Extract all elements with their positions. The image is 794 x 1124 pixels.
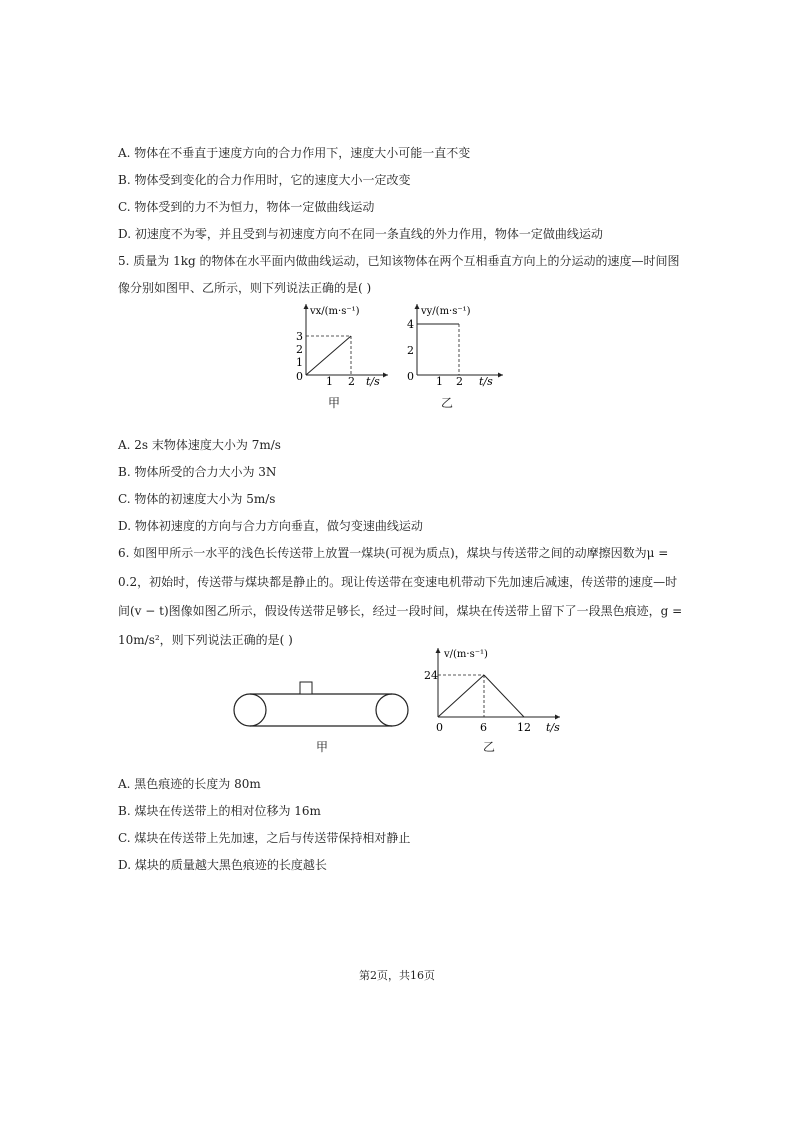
q6-option-c: C. 煤块在传送带上先加速，之后与传送带保持相对静止 bbox=[118, 831, 411, 845]
q5-yi-caption: 乙 bbox=[441, 396, 454, 410]
q5-figure-yi bbox=[397, 300, 509, 390]
prev-option-a: A. 物体在不垂直于速度方向的合力作用下，速度大小可能一直不变 bbox=[118, 146, 471, 160]
q5-yi-xlabel: t/s bbox=[479, 375, 493, 388]
q6-yi-ylabel: v/(m·s⁻¹) bbox=[444, 649, 488, 660]
q5-jia-caption: 甲 bbox=[328, 396, 341, 410]
q5-option-a: A. 2s 末物体速度大小为 7m/s bbox=[118, 438, 281, 452]
q6-stem-line3: 间(v − t)图像如图乙所示，假设传送带足够长，经过一段时间，煤块在传送带上留下了一段黑色痕迹，g = bbox=[118, 604, 683, 618]
q5-jia-xtick-0: 0 bbox=[296, 370, 303, 383]
q6-stem-line2: 0.2，初始时，传送带与煤块都是静止的。现让传送带在变速电机带动下先加速后减速，传送带的速度—时 bbox=[118, 575, 678, 589]
q5-yi-xtick-2: 2 bbox=[456, 375, 463, 388]
q5-option-b: B. 物体所受的合力大小为 3N bbox=[118, 465, 277, 479]
q6-yi-ytick-24: 24 bbox=[424, 669, 438, 682]
q6-option-d: D. 煤块的质量越大黑色痕迹的长度越长 bbox=[118, 858, 327, 872]
q6-yi-caption: 乙 bbox=[483, 740, 496, 754]
prev-option-d: D. 初速度不为零，并且受到与初速度方向不在同一条直线的外力作用，物体一定做曲线运动 bbox=[118, 227, 603, 241]
q5-option-c: C. 物体的初速度大小为 5m/s bbox=[118, 492, 276, 506]
q5-stem-line1: 5. 质量为 1kg 的物体在水平面内做曲线运动，已知该物体在两个互相垂直方向上的分运动的速度—时间图 bbox=[118, 254, 680, 268]
q5-yi-xtick-1: 1 bbox=[436, 375, 443, 388]
q6-figure-yi-vt bbox=[420, 645, 570, 737]
q5-jia-ylabel: vx/(m·s⁻¹) bbox=[310, 306, 360, 317]
q6-option-a: A. 黑色痕迹的长度为 80m bbox=[118, 777, 261, 791]
q5-jia-xtick-1: 1 bbox=[326, 375, 333, 388]
q5-jia-ytick-3: 3 bbox=[296, 330, 303, 343]
q5-yi-ytick-4: 4 bbox=[407, 318, 414, 331]
prev-option-c: C. 物体受到的力不为恒力，物体一定做曲线运动 bbox=[118, 200, 375, 214]
q6-jia-caption: 甲 bbox=[316, 740, 329, 754]
q6-yi-xlabel: t/s bbox=[546, 721, 560, 734]
page-footer: 第2页，共16页 bbox=[359, 969, 435, 982]
q6-stem-line4: 10m/s²，则下列说法正确的是( ) bbox=[118, 633, 293, 647]
q6-figure-jia-conveyor bbox=[230, 676, 412, 732]
q6-option-b: B. 煤块在传送带上的相对位移为 16m bbox=[118, 804, 321, 818]
q5-jia-ytick-2: 2 bbox=[296, 343, 303, 356]
q5-yi-xtick-0: 0 bbox=[407, 370, 414, 383]
q5-jia-ytick-1: 1 bbox=[296, 356, 303, 369]
q6-stem-line1: 6. 如图甲所示一水平的浅色长传送带上放置一煤块(可视为质点)，煤块与传送带之间的动摩擦因数为μ = bbox=[118, 546, 669, 560]
q5-jia-xlabel: t/s bbox=[366, 375, 380, 388]
q5-jia-xtick-2: 2 bbox=[348, 375, 355, 388]
q5-figure-jia bbox=[286, 300, 392, 390]
prev-option-b: B. 物体受到变化的合力作用时，它的速度大小一定改变 bbox=[118, 173, 411, 187]
q6-yi-xtick-6: 6 bbox=[480, 721, 487, 734]
q5-yi-ytick-2: 2 bbox=[407, 344, 414, 357]
q5-option-d: D. 物体初速度的方向与合力方向垂直，做匀变速曲线运动 bbox=[118, 519, 423, 533]
q5-yi-ylabel: vy/(m·s⁻¹) bbox=[421, 306, 471, 317]
q6-yi-xtick-0: 0 bbox=[436, 721, 443, 734]
q6-yi-xtick-12: 12 bbox=[517, 721, 531, 734]
q5-stem-line2: 像分别如图甲、乙所示，则下列说法正确的是( ) bbox=[118, 281, 372, 295]
